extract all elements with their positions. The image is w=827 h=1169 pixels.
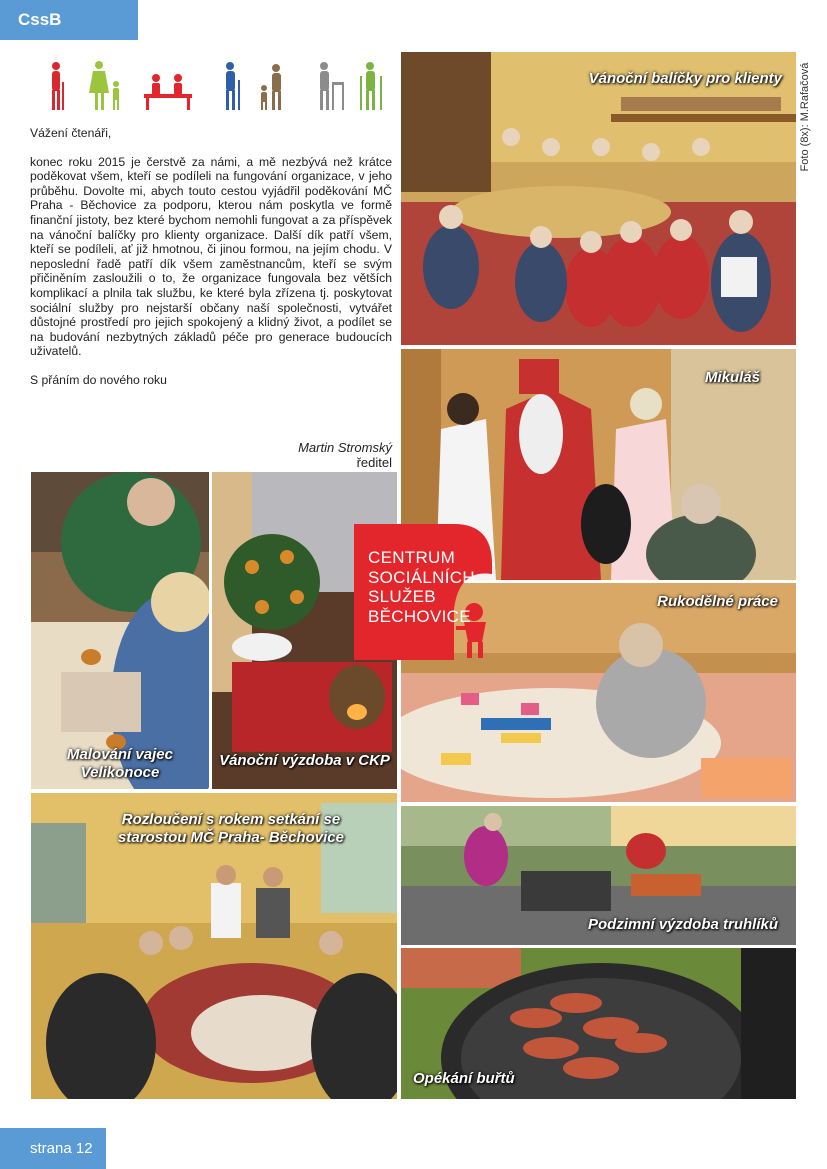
signature-title: ředitel [356,455,392,470]
couple-on-bench-icon [144,74,192,110]
elder-with-crutches-icon [360,62,382,110]
photo-autumn-planters [401,806,796,945]
signature-name: Martin Stromský [298,440,392,455]
caption-autumn-planters: Podzimní výzdoba truhlíků [587,916,778,933]
caption-handicrafts: Rukodělné práce [657,593,778,610]
people-pictograms [44,60,394,114]
logo-line-3: SLUŽEB [368,587,436,606]
photo-year-farewell [31,793,397,1099]
caption-st-nicholas: Mikuláš [704,369,760,386]
photo-credit-text: Foto (8x): M.Rafačová [799,62,811,172]
logo-line-2: SOCIÁLNÍCH [368,567,475,587]
photo-sausage-grilling [401,948,796,1099]
letter-closing: S přáním do nového roku [30,372,167,387]
elder-with-cane-icon [52,62,64,110]
caption-year-farewell: Rozloučení s rokem setkání se starostou MČ Praha- Běchovice [118,811,344,846]
elder-with-walker-icon [320,62,344,110]
letter-greeting: Vážení čtenáři, [30,126,112,140]
caption-christmas-decoration: Vánoční výzdoba v CKP [219,752,390,769]
page-number: strana 12 [0,1128,106,1169]
letter-body: konec roku 2015 je čerstvě za námi, a mě nezbývá než krátce poděkovat všem, kteří se podíleli na fungování organizace, v jeho průběhu. Dovolte mi, abych touto cestou vyjádřil poděkování MČ Praha - Běchovice za podporu, kterou nám poskytla ve formě finanční jistoty, bez které bychom nemohli fungovat a za příspěvek na vánoční balíčky pro klienty organizace. Další dík patří všem, kteří se podíleli, ať již hmotnou, či jinou formou, na jejím chodu. V neposlední řadě patří dík všem zaměstnancům, kteří se svým přičiněním zasloužili o to, že organizace fungovala bez větších komplikací a plnila tak službu, ke které byla zřízena tj. poskytovat sociální služby pro nejstarší občany naší společnosti, vytvářet důstojné prostředí pro jejich spokojený a klidný život, a podílet se na budování nezbytných základů péče pro generace budoucích uživatelů. [30,154,392,359]
elder-walking-icon [226,62,240,110]
family-walking-icon [89,61,119,110]
grandparent-child-icon [261,64,281,110]
photo-egg-painting [31,472,209,789]
photo-christmas-packages [401,52,796,345]
caption-sausage-grilling: Opékání buřtů [413,1070,515,1087]
section-tab: CssB [0,0,138,40]
letter [30,126,392,402]
signature [298,440,392,470]
caption-egg-painting: Malování vajec Velikonoce [67,746,173,781]
logo-text [368,548,475,626]
logo-line-1: CENTRUM [368,548,456,567]
logo-line-4: BĚCHOVICE [368,606,471,626]
caption-christmas-packages: Vánoční balíčky pro klienty [588,70,782,87]
